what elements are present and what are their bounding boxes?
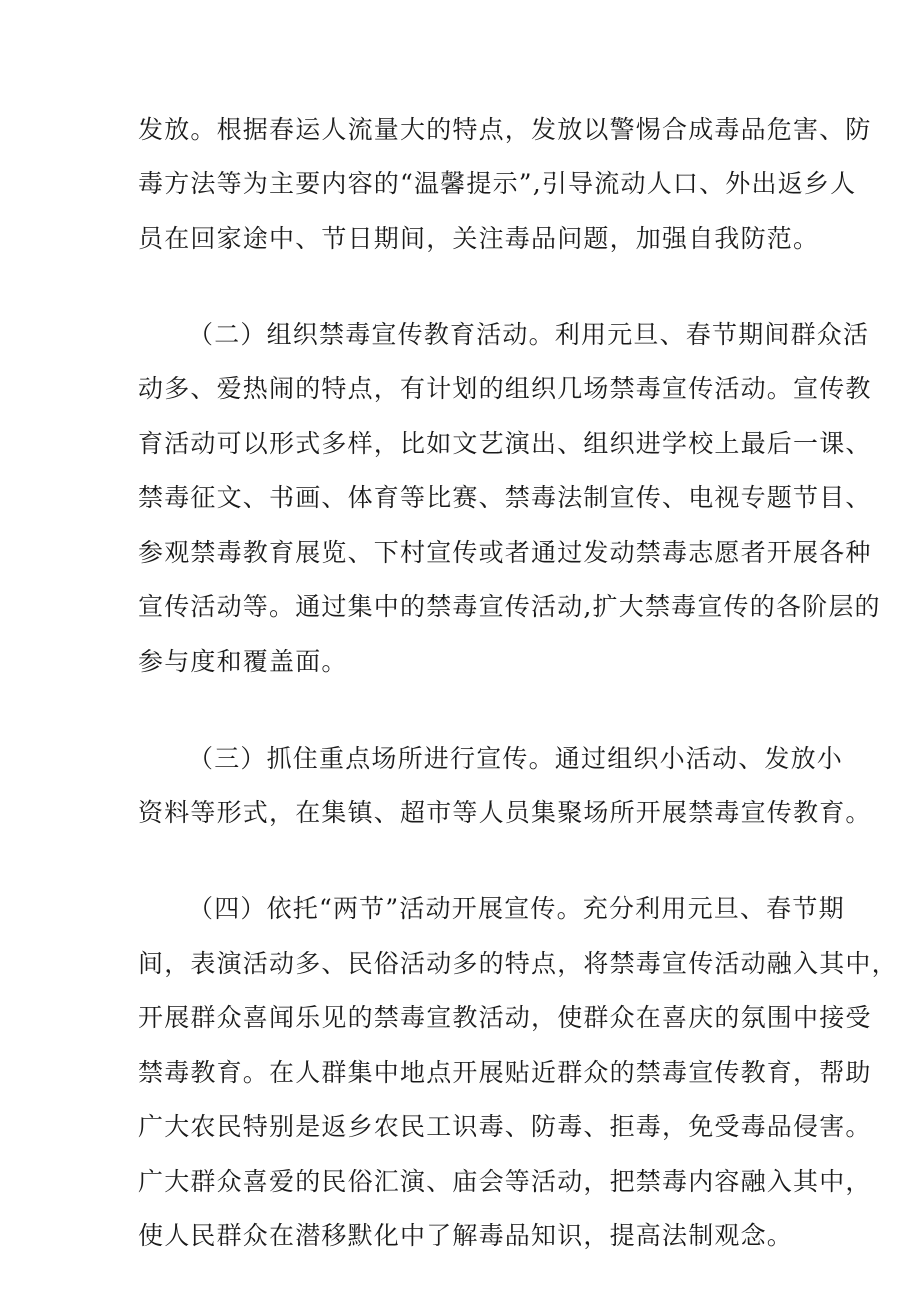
paragraph-2-line-4 — [0, 480, 920, 516]
paragraph-3-line-1 — [0, 741, 920, 777]
text-line: 参与度和覆盖面。 — [138, 647, 348, 676]
text-line: 发放。根据春运人流量大的特点，发放以警惕合成毒品危害、防 — [138, 115, 872, 144]
text-line: 参观禁毒教育展览、下村宣传或者通过发动禁毒志愿者开展各种 — [138, 538, 872, 567]
text-line: 动多、爱热闹的特点，有计划的组织几场禁毒宣传活动。宣传教 — [138, 374, 872, 403]
text-line: 广大群众喜爱的民俗汇演、庙会等活动，把禁毒内容融入其中， — [138, 1167, 872, 1196]
paragraph-2-line-7 — [0, 644, 920, 680]
text-line: （四）依托“两节”活动开展宣传。充分利用元旦、春节期 — [188, 894, 845, 923]
paragraph-2-line-2 — [0, 371, 920, 407]
text-line: 广大农民特别是返乡农民工识毒、防毒、拒毒，免受毒品侵害。 — [138, 1112, 872, 1141]
paragraph-1-line-3 — [0, 221, 920, 257]
paragraph-4-line-5 — [0, 1109, 920, 1145]
paragraph-2-line-6 — [0, 589, 920, 625]
paragraph-4-line-2 — [0, 946, 920, 982]
text-line: 育活动可以形式多样，比如文艺演出、组织进学校上最后一课、 — [138, 429, 872, 458]
text-line: 禁毒教育。在人群集中地点开展贴近群众的禁毒宣传教育，帮助 — [138, 1058, 872, 1087]
paragraph-3-line-2 — [0, 795, 920, 831]
text-line: （二）组织禁毒宣传教育活动。利用元旦、春节期间群众活 — [188, 320, 870, 349]
paragraph-4-line-6 — [0, 1164, 920, 1200]
text-line: 资料等形式，在集镇、超市等人员集聚场所开展禁毒宣传教育。 — [138, 798, 872, 827]
paragraph-4-line-4 — [0, 1055, 920, 1091]
text-line: 间，表演活动多、民俗活动多的特点，将禁毒宣传活动融入其中， — [138, 949, 898, 978]
text-line: 禁毒征文、书画、体育等比赛、禁毒法制宣传、电视专题节目、 — [138, 483, 872, 512]
paragraph-4-line-1 — [0, 891, 920, 927]
text-line: 毒方法等为主要内容的“温馨提示”,引导流动人口、外出返乡人 — [138, 169, 857, 198]
text-line: （三）抓住重点场所进行宣传。通过组织小活动、发放小 — [188, 744, 844, 773]
paragraph-2-line-3 — [0, 426, 920, 462]
paragraph-2-line-1 — [0, 317, 920, 353]
paragraph-2-line-5 — [0, 535, 920, 571]
paragraph-1-line-1 — [0, 112, 920, 148]
text-line: 开展群众喜闻乐见的禁毒宣教活动，使群众在喜庆的氛围中接受 — [138, 1003, 872, 1032]
text-line: 员在回家途中、节日期间，关注毒品问题，加强自我防范。 — [138, 224, 820, 253]
text-line: 宣传活动等。通过集中的禁毒宣传活动,扩大禁毒宣传的各阶层的 — [138, 592, 881, 621]
paragraph-1-line-2 — [0, 166, 920, 202]
text-line: 使人民群众在潜移默化中了解毒品知识，提高法制观念。 — [138, 1221, 794, 1250]
paragraph-4-line-7 — [0, 1218, 920, 1254]
paragraph-4-line-3 — [0, 1000, 920, 1036]
